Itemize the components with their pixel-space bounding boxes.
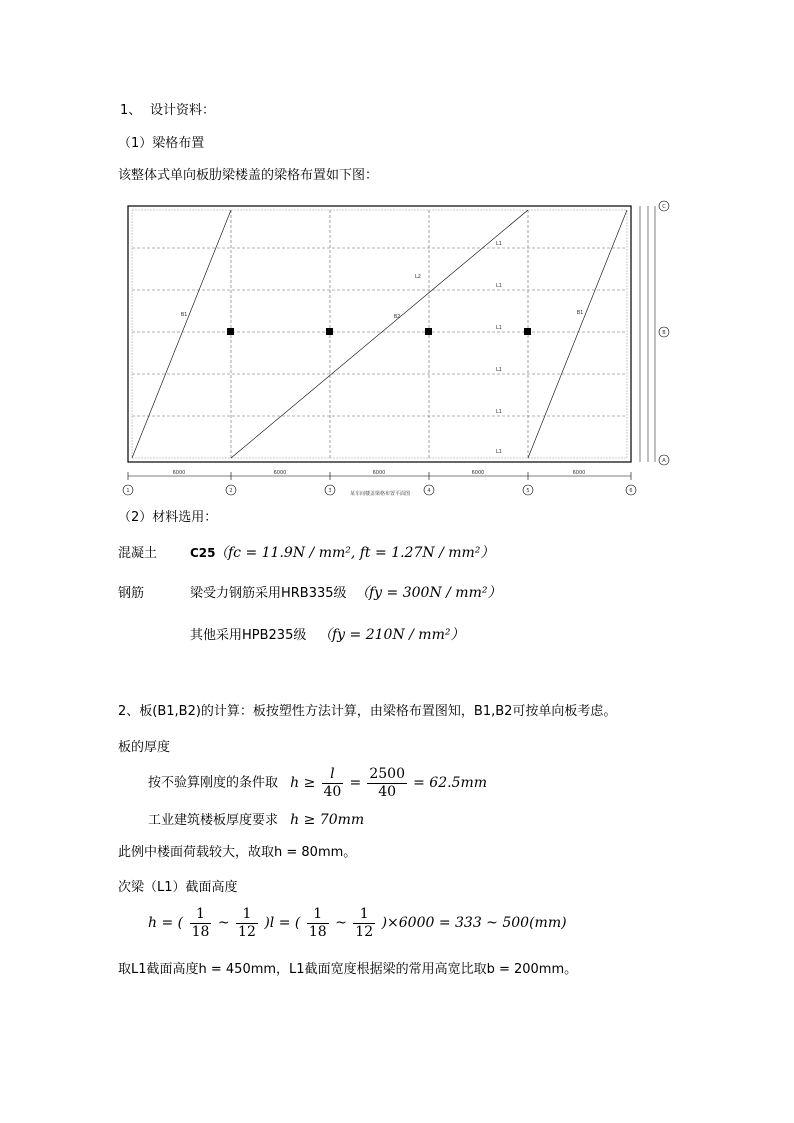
- final-selection: 取L1截面高度h = 450mm，L1截面宽度根据梁的常用高宽比取b = 200mm。: [118, 962, 578, 977]
- condition-2: [148, 812, 364, 829]
- condition-2-h: h ≥ 70mm: [290, 812, 365, 828]
- slab-label-2: B2: [393, 314, 401, 320]
- section-1-number: 1、: [120, 103, 142, 118]
- axis-4: 4: [427, 488, 431, 494]
- fraction-l-40: $\frac{l}{40}$: [323, 766, 342, 800]
- axis-c: C: [662, 204, 666, 210]
- concrete-label: 混凝土: [118, 546, 158, 561]
- condition-2-text: 工业建筑楼板厚度要求: [148, 813, 279, 828]
- column-markers: [227, 328, 531, 335]
- girder-label: L2: [415, 274, 421, 280]
- steel-other-text: 其他采用HPB235级: [190, 628, 307, 643]
- slab-label-3: B1: [576, 310, 584, 316]
- dim-4: 6000: [471, 470, 485, 476]
- dim-2: 6000: [273, 470, 287, 476]
- concrete-properties: （fc = 11.9N / mm², ft = 1.27N / mm²）: [214, 545, 495, 561]
- beam-label-4: L1: [496, 367, 502, 373]
- fraction-2500-40: $\frac{2500}{40}$: [369, 766, 405, 800]
- axis-a: A: [662, 458, 666, 464]
- concrete-grade: C25: [190, 546, 216, 560]
- beam-label-1: L1: [496, 241, 502, 247]
- slab-thickness-heading: 板的厚度: [118, 740, 171, 755]
- condition-1-text: 按不验算刚度的条件取: [148, 775, 279, 791]
- dim-1: 6000: [172, 470, 186, 476]
- axis-6: 6: [629, 488, 633, 494]
- axis-b: B: [662, 330, 666, 336]
- thickness-conclusion: 此例中楼面荷载较大，故取h = 80mm。: [118, 845, 357, 860]
- steel-label: 钢筋: [118, 586, 145, 601]
- steel-main-fy: （fy = 300N / mm²）: [355, 585, 502, 601]
- axis-5: 5: [526, 488, 530, 494]
- subsection-materials: （2）材料选用：: [118, 510, 218, 525]
- axis-3: 3: [328, 488, 332, 494]
- axis-2: 2: [229, 488, 233, 494]
- plan-caption: 某车间楼盖梁格布置平面图: [349, 491, 411, 497]
- slab-label-1: B1: [180, 312, 188, 318]
- beam-layout-plan: [118, 198, 674, 498]
- beam-label-2: L1: [496, 283, 502, 289]
- beam-label-5: L1: [496, 409, 502, 415]
- beam-label-3: L1: [496, 325, 502, 331]
- dim-3: 6000: [372, 470, 386, 476]
- subsection-beam-layout: （1）梁格布置: [118, 136, 205, 151]
- beam-label-6: L1: [496, 449, 502, 455]
- beam-height-formula: h = ( $\frac{1}{18}$ ~ $\frac{1}{12}$ )l = ( $\frac{1}{18}$ ~ $\frac{1}{12}$ )×6000 = 333 ~ 500(mm): [148, 906, 567, 940]
- section-1-title: 设计资料：: [150, 103, 216, 118]
- beam-layout-description: 该整体式单向板肋梁楼盖的梁格布置如下图：: [118, 168, 379, 183]
- axis-1: 1: [126, 488, 130, 494]
- secondary-beam-heading: 次梁（L1）截面高度: [118, 880, 238, 895]
- dim-5: 6000: [572, 470, 586, 476]
- steel-main-text: 梁受力钢筋采用HRB335级: [190, 586, 347, 601]
- condition-1-result: = 62.5mm: [413, 774, 488, 791]
- condition-1-h: h ≥: [290, 774, 316, 791]
- condition-1: 按不验算刚度的条件取 h ≥ $\frac{l}{40}$ = $\frac{2500}{40}$ = 62.5mm: [148, 766, 488, 800]
- section-2-heading: 2、板(B1,B2)的计算：板按塑性方法计算，由梁格布置图知，B1,B2可按单向板考虑。: [118, 704, 617, 719]
- steel-other-fy: （fy = 210N / mm²）: [318, 627, 465, 643]
